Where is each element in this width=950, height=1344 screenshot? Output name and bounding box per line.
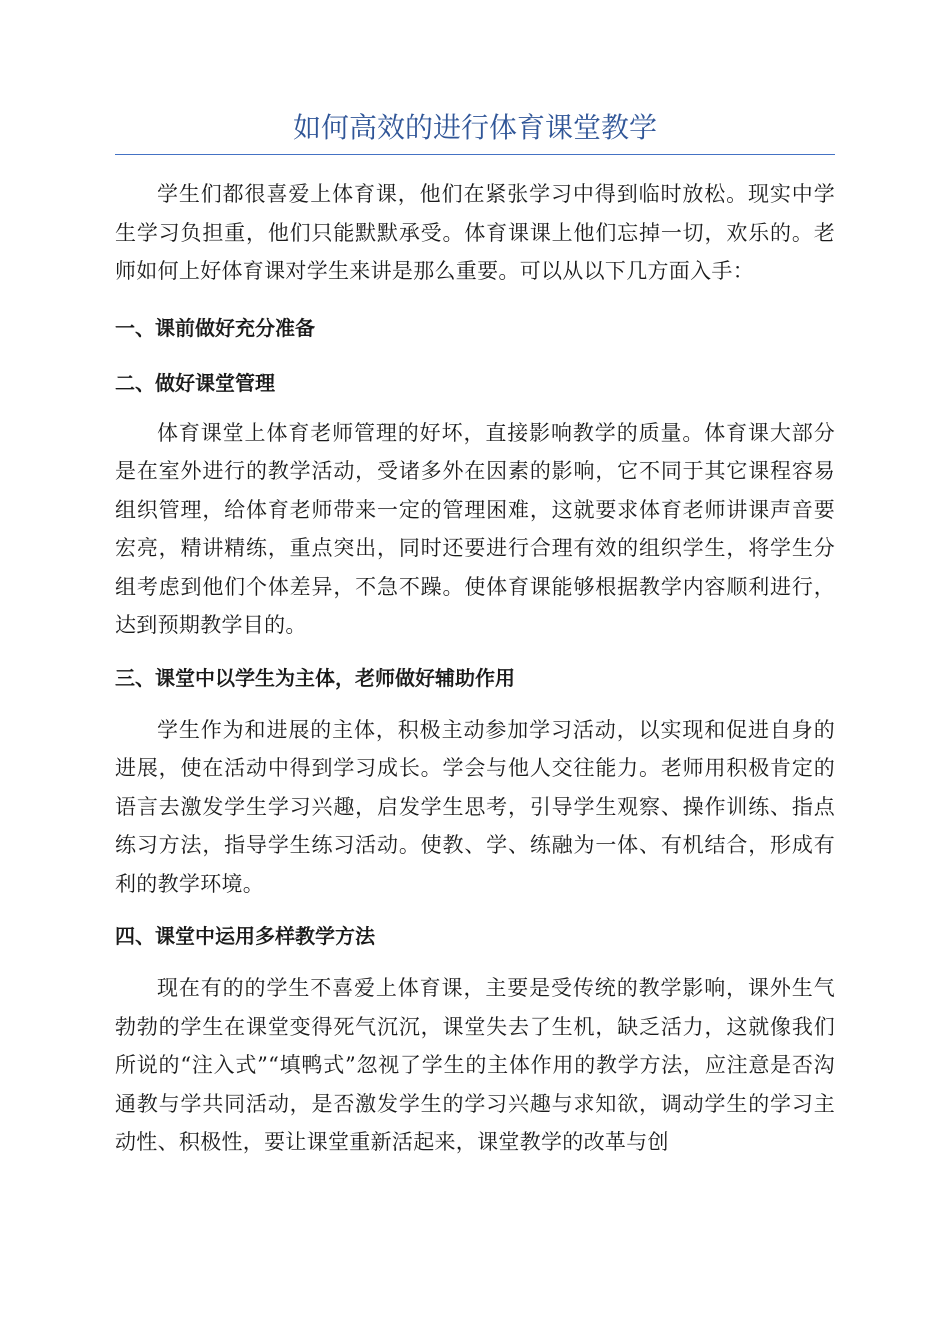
section-heading-1: 一、课前做好充分准备 xyxy=(115,315,315,340)
section-heading-4: 四、课堂中运用多样教学方法 xyxy=(115,924,375,948)
section-heading-2: 二、做好课堂管理 xyxy=(115,370,275,395)
section-body-4: 现在有的的学生不喜爱上体育课，主要是受传统的教学影响，课外生气勃勃的学生在课堂变得死气沉沉，课堂失去了生机，缺乏活力，这就像我们所说的“注入式”“填鸭式”忽视了学生的主体作用的教学方法，应注意是否沟通教与学共同活动，是否激发学生的学习兴趣与求知欲，调动学生的学习主动性、积极性，要让课堂重新活起来，课堂教学的改革与创 xyxy=(115,976,835,1154)
section-body-3: 学生作为和进展的主体，积极主动参加学习活动，以实现和促进自身的进展，使在活动中得到学习成长。学会与他人交往能力。老师用积极肯定的语言去激发学生学习兴趣，启发学生思考，引导学生观察、操作训练、指点练习方法，指导学生练习活动。使教、学、练融为一体、有机结合，形成有利的教学环境。 xyxy=(115,717,835,896)
document-page xyxy=(115,108,835,1162)
document-title: 如何高效的进行体育课堂教学 xyxy=(115,108,835,155)
section-heading-3: 三、课堂中以学生为主体，老师做好辅助作用 xyxy=(115,665,515,690)
section-body-2: 体育课堂上体育老师管理的好坏，直接影响教学的质量。体育课大部分是在室外进行的教学活动，受诸多外在因素的影响，它不同于其它课程容易组织管理，给体育老师带来一定的管理困难，这就要求体育老师讲课声音要宏亮，精讲精练，重点突出，同时还要进行合理有效的组织学生，将学生分组考虑到他们个体差异，不急不躁。使体育课能够根据教学内容顺利进行，达到预期教学目的。 xyxy=(115,420,835,637)
intro-paragraph: 学生们都很喜爱上体育课，他们在紧张学习中得到临时放松。现实中学生学习负担重，他们只能默默承受。体育课课上他们忘掉一切，欢乐的。老师如何上好体育课对学生来讲是那么重要。可以从以下几方面入手： xyxy=(115,182,835,283)
